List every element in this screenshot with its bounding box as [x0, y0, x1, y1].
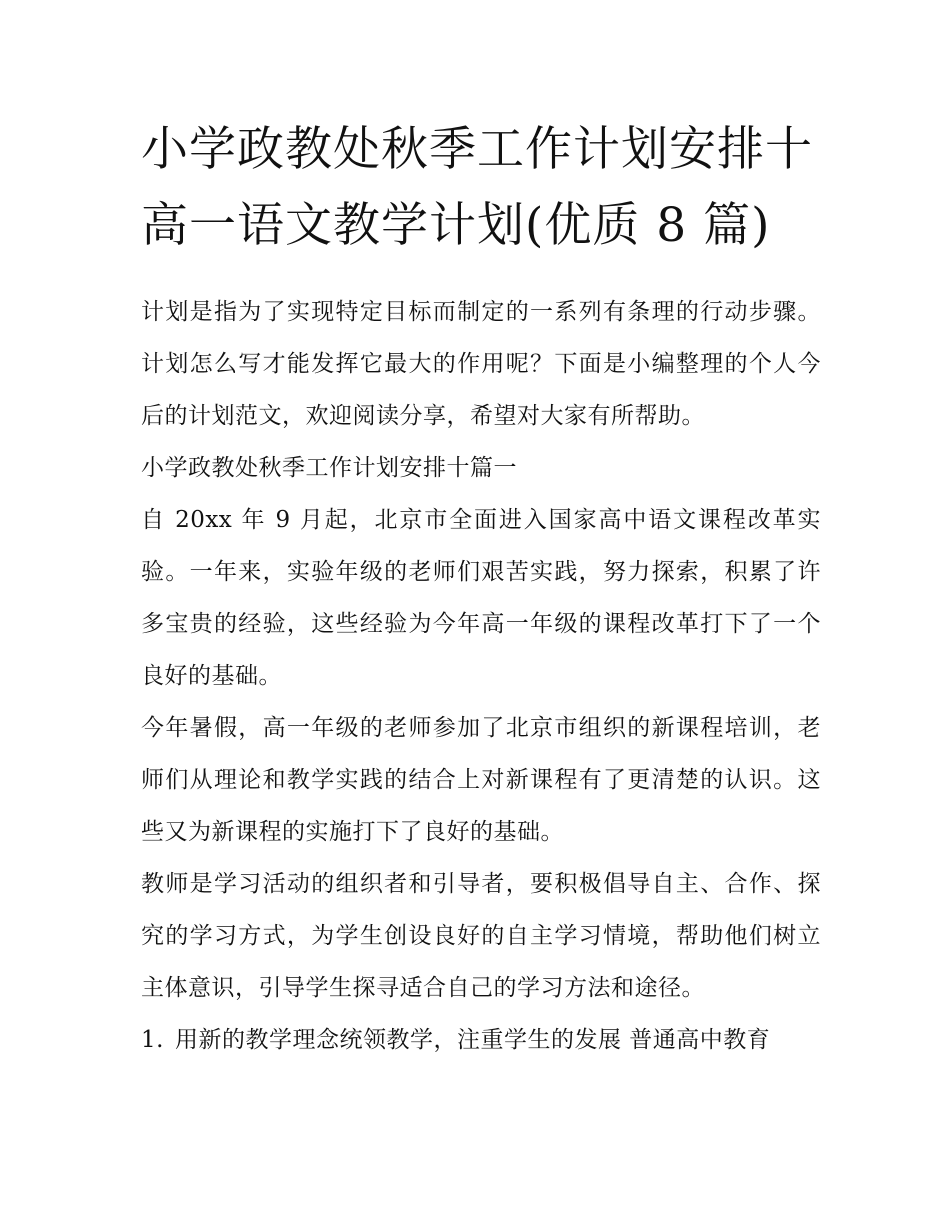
intro-paragraph: 计划是指为了实现特定目标而制定的一系列有条理的行动步骤。计划怎么写才能发挥它最大的作用呢？下面是小编整理的个人今后的计划范文，欢迎阅读分享，希望对大家有所帮助。: [141, 299, 821, 429]
document-content: [141, 112, 821, 1066]
section-paragraph-1: 自 20xx 年 9 月起，北京市全面进入国家高中语文课程改革实验。一年来，实验年级的老师们艰苦实践，努力探索，积累了许多宝贵的经验，这些经验为今年高一年级的课程改革打下了一个良好的基础。: [141, 507, 821, 689]
list-item-marker: 1.: [141, 1027, 164, 1053]
document-body: [141, 286, 821, 1066]
list-item: [141, 1014, 821, 1066]
document-title: 小学政教处秋季工作计划安排十 高一语文教学计划(优质 8 篇): [141, 122, 813, 253]
list-item-text: 用新的教学理念统领教学，注重学生的发展 普通高中教育: [175, 1027, 771, 1053]
section-paragraph-3: 教师是学习活动的组织者和引导者，要积极倡导自主、合作、探究的学习方式，为学生创设良好的自主学习情境，帮助他们树立主体意识，引导学生探寻适合自己的学习方法和途径。: [141, 871, 821, 1001]
section-heading: 小学政教处秋季工作计划安排十篇一: [141, 455, 517, 481]
section-paragraph-2: 今年暑假，高一年级的老师参加了北京市组织的新课程培训，老师们从理论和教学实践的结合上对新课程有了更清楚的认识。这些又为新课程的实施打下了良好的基础。: [141, 715, 821, 845]
